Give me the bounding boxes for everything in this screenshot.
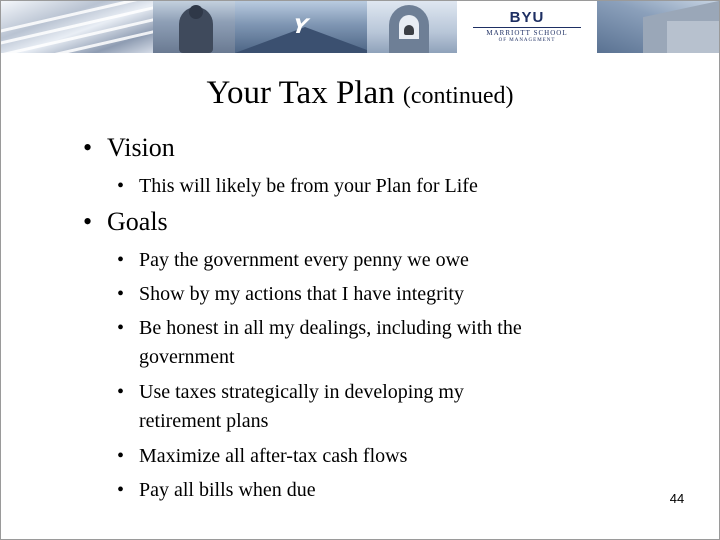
sub-bullet-text: Maximize all after-tax cash flows — [139, 445, 408, 467]
banner-image-building — [597, 1, 719, 53]
slide-title — [1, 73, 719, 116]
sub-bullet-text: government — [139, 346, 235, 368]
sub-bullet-text: Use taxes strategically in developing my — [139, 381, 464, 403]
bullet-dot: • — [117, 283, 125, 305]
bullet-dot: • — [117, 249, 125, 271]
title-main: Your Tax Plan — [206, 75, 395, 111]
bullet-dot: • — [117, 381, 125, 403]
sub-bullet-text: Show by my actions that I have integrity — [139, 283, 464, 305]
bullet-dot: • — [83, 207, 93, 236]
page-number: 44 — [669, 491, 685, 506]
bullet-dot: • — [117, 479, 125, 501]
logo-school: MARRIOTT SCHOOL — [486, 29, 568, 37]
banner-image-columns — [1, 1, 153, 53]
header-banner — [1, 1, 719, 53]
sub-bullet-text: Be honest in all my dealings, including with the — [139, 317, 522, 339]
bullet-dot: • — [117, 317, 125, 339]
sub-bullet-text: Pay all bills when due — [139, 479, 316, 501]
bullet-dot: • — [117, 175, 125, 197]
sub-bullet-text: retirement plans — [139, 410, 269, 432]
banner-image-statue — [153, 1, 235, 53]
sub-bullet-text: This will likely be from your Plan for Life — [139, 175, 478, 197]
bullet-dot: • — [117, 445, 125, 467]
banner-image-bell-tower — [367, 1, 457, 53]
banner-image-mountain: Y — [235, 1, 367, 53]
title-sub: (continued) — [402, 83, 514, 109]
logo-sub: OF MANAGEMENT — [498, 38, 556, 43]
logo-text: BYU — [509, 9, 545, 26]
bullet-dot: • — [83, 133, 93, 162]
byu-logo — [457, 1, 597, 53]
bullet-label: Goals — [107, 207, 168, 236]
bullet-label: Vision — [107, 133, 175, 162]
sub-bullet-text: Pay the government every penny we owe — [139, 249, 469, 271]
